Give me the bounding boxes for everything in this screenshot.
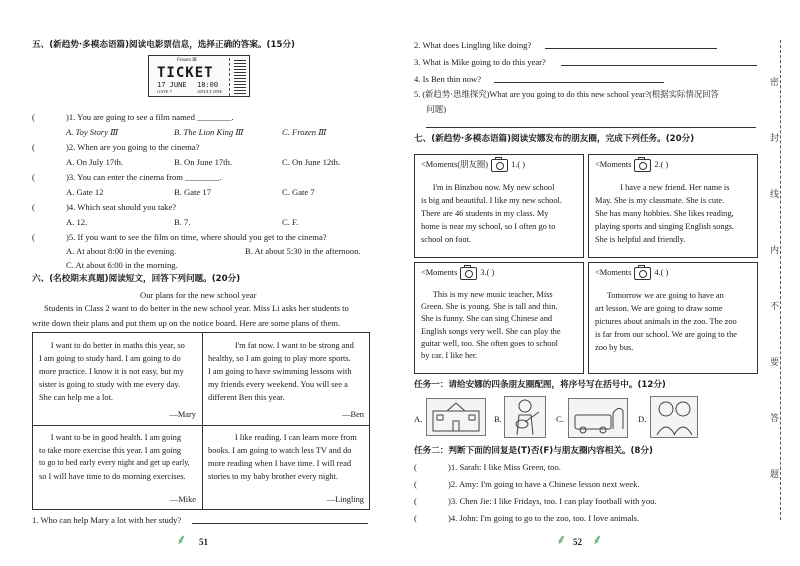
movie-ticket bbox=[148, 55, 250, 97]
camera-icon bbox=[634, 267, 651, 280]
plan-mike: I want to be in good health. I am going to take more exercise this year. I am going to go to bed early every night and get up early, so I will have time to do morning exercises. —Mike bbox=[33, 425, 202, 510]
q5-3: ( )3. You can enter the cinema from ________. bbox=[32, 172, 222, 182]
page-number-left: 51 bbox=[199, 537, 208, 547]
sign-mary: —Mary bbox=[169, 409, 196, 419]
q5-5-a: A. At about 8:00 in the evening. bbox=[66, 246, 177, 256]
q5-4-c: C. F. bbox=[282, 217, 299, 227]
section6-title: 六、(名校期末真题)阅读短文，回答下列问题。(20分) bbox=[32, 274, 241, 284]
q5-2-b: B. On June 17th. bbox=[174, 157, 233, 167]
q5-1-c: C. Frozen Ⅲ bbox=[282, 127, 327, 137]
sprout-icon: ⸙ bbox=[592, 533, 603, 548]
side-char: 不 bbox=[770, 302, 780, 312]
answer-line-q6-3[interactable] bbox=[561, 56, 757, 66]
q5-5-b: B. At about 5:30 in the afternoon. bbox=[245, 246, 361, 256]
pic-label-a: A. bbox=[414, 414, 423, 424]
q5-4-a: A. 12. bbox=[66, 217, 88, 227]
q5-1: ( )1. You are going to see a film named ________. bbox=[32, 112, 234, 122]
moment-2: <Moments 2.( ) I have a new friend. Her name is May. She is my classmate. She is cute. She has many hobbies. She likes reading, playing sports and singing English songs. She is helpful and friendly. bbox=[588, 154, 758, 258]
school-building-picture bbox=[426, 398, 486, 436]
sign-ben: —Ben bbox=[342, 409, 364, 419]
q5-3-b: B. Gate 17 bbox=[174, 187, 211, 197]
q6-3: 3. What is Mike going to do this year? bbox=[414, 57, 546, 67]
moment-4: <Moments 4.( ) Tomorrow we are going to have an art lesson. We are going to draw some pictures about animals in the zoo. The zoo is far from our school. We are going to the zoo by bus. bbox=[588, 262, 758, 374]
q6-5-cont: 问题) bbox=[426, 104, 447, 114]
answer-line-q6-5[interactable] bbox=[426, 118, 756, 128]
q5-3-a: A. Gate 12 bbox=[66, 187, 104, 197]
page-number-right: 52 bbox=[573, 537, 582, 547]
section7-title: 七、(新趋势·多模态语篇)阅读安娜发布的朋友圈，完成下列任务。(20分) bbox=[414, 134, 695, 144]
q6-5: 5. (新趋势·思维探究)What are you going to do this new school year?(根据实际情况回答 bbox=[414, 90, 719, 99]
ticket-perforation bbox=[229, 58, 230, 96]
reply-2: ( )2. Amy: I'm going to have a Chinese lesson next week. bbox=[414, 479, 640, 489]
task2-title: 任务二：判断下面的回复是(T)否(F)与朋友圈内容相关。(8分) bbox=[414, 446, 653, 456]
plan-mary: I want to do better in maths this year, so I am going to study hard. I am going to do more practice. I know it is not easy, but my sister is going to study with me every day. She can help me a lot. —Mary bbox=[33, 333, 202, 425]
guitar-teacher-picture bbox=[504, 396, 546, 438]
passage-title: Our plans for the new school year bbox=[140, 290, 257, 300]
pic-label-d: D. bbox=[638, 414, 647, 424]
camera-icon bbox=[634, 159, 651, 172]
q5-1-a: A. Toy Story Ⅲ bbox=[66, 127, 119, 137]
ticket-film: Frozen Ⅲ bbox=[177, 58, 197, 63]
ticket-gate: GATE 7 bbox=[157, 89, 172, 94]
q5-2-a: A. On July 17th. bbox=[66, 157, 124, 167]
sprout-icon: ⸙ bbox=[176, 533, 187, 548]
side-char: 内 bbox=[770, 246, 780, 256]
intro-line-1: Students in Class 2 want to do better in the new school year. Miss Li asks her students to bbox=[44, 303, 349, 313]
q6-2: 2. What does Lingling like doing? bbox=[414, 40, 532, 50]
pic-label-b: B. bbox=[494, 414, 502, 424]
moment-1: <Moments(朋友圈) 1.( ) I'm in Binzhou now. My new school is big and beautiful. I like my new school. There are 46 students in my class. My home is near my school, so I often go to school on foot. bbox=[414, 154, 584, 258]
side-char: 题 bbox=[770, 470, 780, 480]
q5-5-c: C. At about 6:00 in the morning. bbox=[66, 260, 178, 270]
plan-ben: I'm fat now. I want to be strong and healthy, so I am going to play more sports. I am going to have swimming lessons with my friends every weekend. You will see a different Ben this year. —Ben bbox=[202, 333, 370, 425]
q5-4-b: B. 7. bbox=[174, 217, 191, 227]
q6-4: 4. Is Ben thin now? bbox=[414, 74, 482, 84]
q5-1-b: B. The Lion King Ⅲ bbox=[174, 127, 244, 137]
task1-title: 任务一：请给安娜的四条朋友圈配图，将序号写在括号中。(12分) bbox=[414, 380, 666, 390]
q5-2: ( )2. When are you going to the cinema? bbox=[32, 142, 200, 152]
camera-icon bbox=[460, 267, 477, 280]
side-char: 线 bbox=[770, 190, 780, 200]
plan-lingling: I like reading. I can learn more from books. I am going to watch less TV and do more reading when I have time. I will read stories to my baby brother every night. —Lingling bbox=[202, 425, 370, 510]
answer-line-q6-1[interactable] bbox=[192, 514, 368, 524]
ticket-word: TICKET bbox=[157, 65, 214, 81]
ticket-seat: ADULT ONE bbox=[197, 89, 223, 94]
q5-5: ( )5. If you want to see the film on time, where should you get to the cinema? bbox=[32, 232, 327, 242]
moment-3: <Moments 3.( ) This is my new music teacher, Miss Green. She is young. She is tall and thin. She is funny. She can sing Chinese and English songs very well. She can play the guitar well, too. She often goes to school by car. I like her. bbox=[414, 262, 584, 374]
sprout-icon: ⸙ bbox=[556, 533, 567, 548]
q5-2-c: C. On June 12th. bbox=[282, 157, 341, 167]
ticket-date: 17 JUNE bbox=[157, 81, 187, 89]
q5-3-c: C. Gate 7 bbox=[282, 187, 315, 197]
reply-3: ( )3. Chen Jie: I like Fridays, too. I can play football with you. bbox=[414, 496, 657, 506]
q6-1: 1. Who can help Mary a lot with her study? bbox=[32, 515, 182, 525]
answer-line-q6-2[interactable] bbox=[545, 39, 717, 49]
zoo-bus-picture bbox=[568, 398, 628, 438]
reply-4: ( )4. John: I'm going to go to the zoo, too. I love animals. bbox=[414, 513, 640, 523]
barcode-icon bbox=[234, 60, 246, 94]
binding-line bbox=[780, 40, 781, 520]
side-char: 要 bbox=[770, 358, 780, 368]
reply-1: ( )1. Sarah: I like Miss Green, too. bbox=[414, 462, 561, 472]
sign-mike: —Mike bbox=[169, 494, 196, 504]
two-friends-picture bbox=[650, 396, 698, 438]
plans-table bbox=[32, 332, 370, 510]
camera-icon bbox=[491, 159, 508, 172]
pic-label-c: C. bbox=[556, 414, 564, 424]
side-char: 答 bbox=[770, 414, 780, 424]
sign-lingling: —Lingling bbox=[326, 494, 364, 504]
section5-title: 五、(新趋势·多模态语篇)阅读电影票信息，选择正确的答案。(15分) bbox=[32, 40, 295, 50]
intro-line-2: write down their plans and put them up on the notice board. Here are some plans of them. bbox=[32, 318, 341, 328]
answer-line-q6-4[interactable] bbox=[494, 73, 664, 83]
side-char: 密 bbox=[770, 78, 780, 88]
q5-4: ( )4. Which seat should you take? bbox=[32, 202, 177, 212]
ticket-time: 18:00 bbox=[197, 81, 219, 89]
side-char: 封 bbox=[770, 134, 780, 144]
